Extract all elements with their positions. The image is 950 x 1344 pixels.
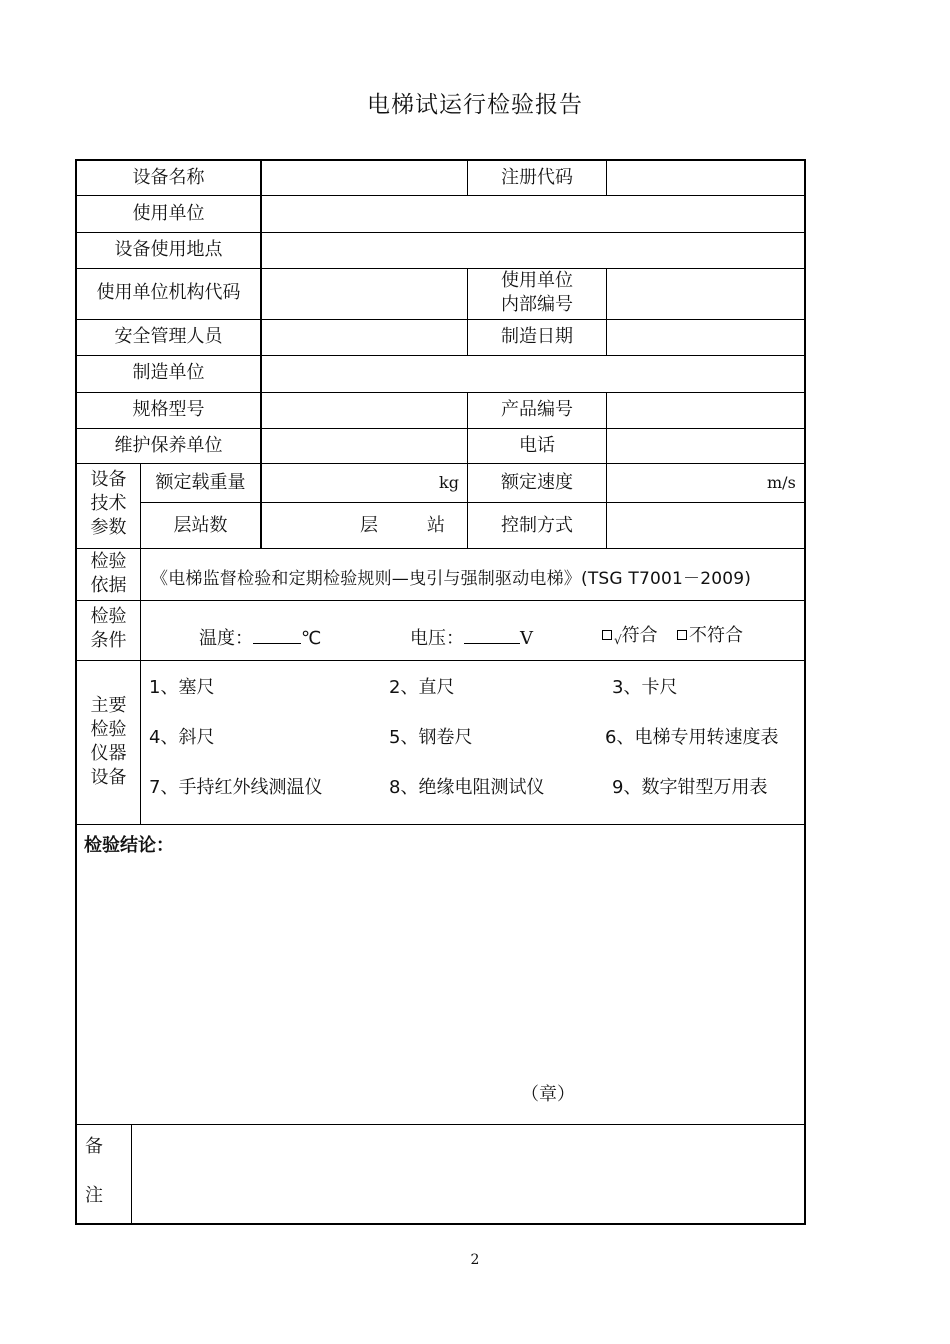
pass-option[interactable] — [602, 627, 658, 646]
basis-label-line: 检验 — [90, 551, 127, 572]
rated-load-label: 额定载重量 — [155, 472, 246, 493]
row-divider — [77, 195, 806, 196]
row-divider — [77, 548, 806, 549]
manufacturer-label: 制造单位 — [132, 362, 205, 383]
model-label: 规格型号 — [132, 399, 205, 420]
conclusion-label: 检验结论： — [84, 835, 174, 856]
report-title: 电梯试运行检验报告 — [367, 92, 583, 118]
floors-label: 层站数 — [173, 515, 228, 536]
conditions-label — [77, 605, 140, 653]
temperature-blank[interactable] — [253, 627, 301, 644]
row-divider — [140, 502, 806, 503]
column-divider — [606, 392, 607, 548]
instrument-item: 3、卡尺 — [612, 677, 678, 698]
remarks-label-line: 备 — [85, 1136, 103, 1157]
temperature-field — [199, 627, 321, 648]
instrument-item: 9、数字钳型万用表 — [612, 777, 768, 798]
row-divider — [77, 824, 806, 825]
column-divider — [606, 268, 607, 319]
temperature-unit: ℃ — [301, 628, 322, 649]
device-name-label: 设备名称 — [132, 167, 205, 188]
station-unit: 站 — [427, 515, 445, 536]
product-number-label: 产品编号 — [501, 399, 573, 420]
group-label-line: 设备 — [90, 469, 127, 490]
user-unit-label: 使用单位 — [132, 203, 205, 224]
conditions-label-line: 检验 — [90, 606, 127, 627]
basis-label — [77, 550, 140, 598]
usage-location-label: 设备使用地点 — [114, 239, 223, 260]
voltage-label: 电压： — [410, 628, 464, 649]
column-divider — [260, 161, 262, 548]
check-mark: √ — [614, 633, 622, 647]
control-mode-label: 控制方式 — [501, 515, 573, 536]
group-label-line: 参数 — [90, 517, 127, 538]
instrument-item: 7、手持红外线测温仪 — [149, 777, 323, 798]
load-unit: kg — [439, 473, 459, 492]
pass-label: 符合 — [621, 625, 658, 646]
instrument-item: 8、绝缘电阻测试仪 — [389, 777, 545, 798]
instruments-label-line: 仪器 — [90, 743, 127, 764]
group-label-line: 技术 — [90, 493, 127, 514]
row-divider — [77, 268, 806, 269]
instrument-item: 6、电梯专用转速度表 — [605, 727, 779, 748]
fail-checkbox[interactable] — [677, 630, 687, 640]
remarks-label-line: 注 — [85, 1185, 103, 1206]
fail-option[interactable] — [677, 627, 743, 645]
speed-unit: m/s — [767, 473, 796, 492]
column-divider — [606, 319, 607, 355]
conditions-label-line: 条件 — [90, 630, 127, 651]
voltage-field — [410, 627, 533, 648]
row-divider — [77, 463, 806, 464]
maintenance-unit-label: 维护保养单位 — [114, 435, 223, 456]
row-divider — [77, 232, 806, 233]
user-org-code-label: 使用单位机构代码 — [96, 282, 241, 303]
instrument-item: 5、钢卷尺 — [389, 727, 473, 748]
tech-params-group-label — [77, 468, 140, 540]
instrument-item: 4、斜尺 — [149, 727, 215, 748]
voltage-blank[interactable] — [464, 627, 520, 644]
row-divider — [77, 392, 806, 393]
row-divider — [77, 1124, 806, 1125]
row-divider — [77, 355, 806, 356]
column-divider — [131, 1124, 132, 1225]
inspection-form-table — [75, 159, 806, 1225]
basis-label-line: 依据 — [90, 575, 127, 596]
temperature-label: 温度： — [199, 628, 253, 649]
row-divider — [77, 660, 806, 661]
instruments-label-line: 主要 — [90, 695, 127, 716]
column-divider — [606, 161, 607, 195]
instruments-label-line: 设备 — [90, 767, 127, 788]
row-divider — [77, 428, 806, 429]
manufacture-date-label: 制造日期 — [501, 326, 573, 347]
row-divider — [77, 319, 806, 320]
basis-text: 《电梯监督检验和定期检验规则—曳引与强制驱动电梯》(TSG T7001－2009) — [151, 569, 752, 589]
phone-label: 电话 — [519, 435, 555, 456]
floor-unit: 层 — [360, 515, 378, 536]
instrument-item: 1、塞尺 — [149, 677, 215, 698]
registration-code-label: 注册代码 — [501, 167, 573, 188]
pass-checkbox[interactable] — [602, 630, 612, 640]
instruments-label — [77, 694, 140, 790]
page-number: 2 — [470, 1252, 480, 1268]
internal-number-label — [468, 269, 606, 317]
voltage-unit: V — [520, 628, 533, 649]
fail-label: 不符合 — [689, 625, 743, 646]
row-divider — [77, 600, 806, 601]
seal-label: （章） — [521, 1084, 575, 1105]
rated-speed-label: 额定速度 — [501, 472, 573, 493]
internal-number-line: 内部编号 — [501, 294, 573, 315]
internal-number-line: 使用单位 — [501, 270, 573, 291]
instruments-label-line: 检验 — [90, 719, 127, 740]
instrument-item: 2、直尺 — [389, 677, 455, 698]
safety-manager-label: 安全管理人员 — [114, 326, 223, 347]
